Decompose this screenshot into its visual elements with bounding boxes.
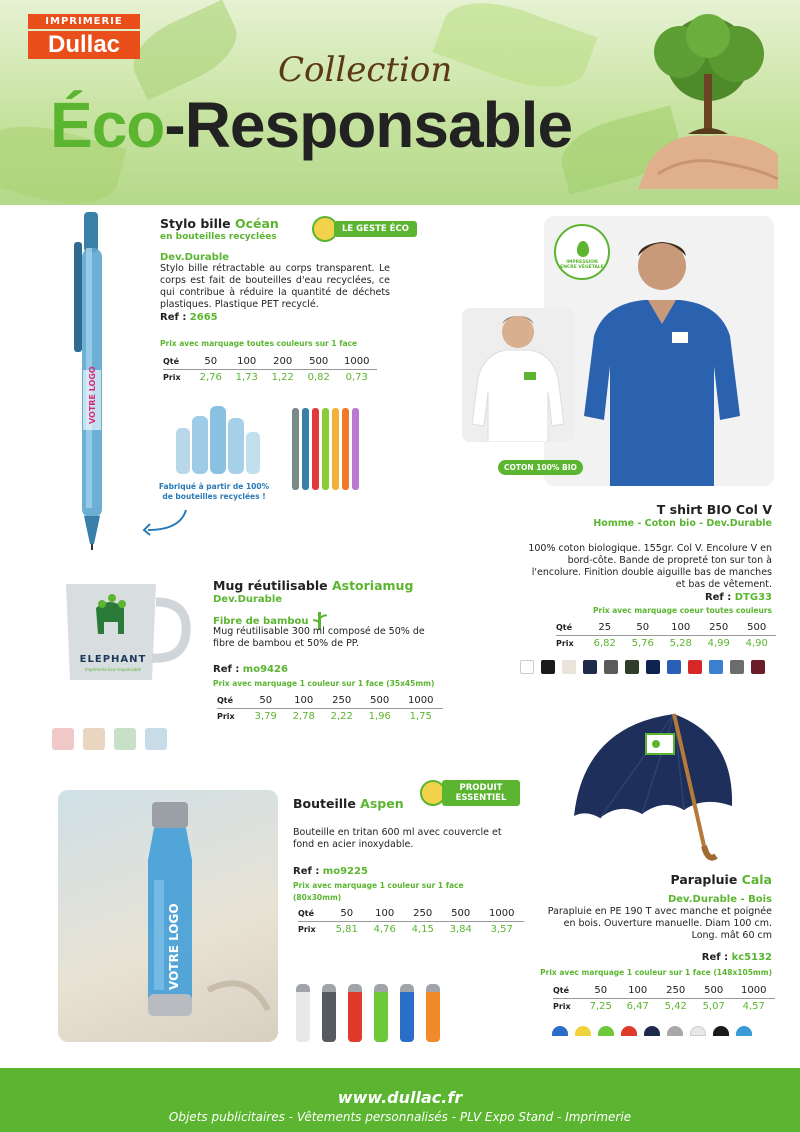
umbrella-qty: 250 xyxy=(657,983,695,999)
tshirt-qty: 50 xyxy=(624,620,662,636)
mug-qty: 500 xyxy=(361,693,399,709)
brand-line1: IMPRIMERIE xyxy=(28,14,140,29)
bottle-color-swatch[interactable] xyxy=(400,984,414,1042)
umbrella-qty: 1000 xyxy=(733,983,775,999)
umbrella-price: 5,07 xyxy=(702,1001,725,1012)
umbrella-qty: 100 xyxy=(619,983,657,999)
pen-ref xyxy=(160,312,218,323)
umbrella-color-swatch[interactable] xyxy=(621,1026,637,1036)
umbrella-price: 4,57 xyxy=(742,1001,765,1012)
umbrella-title xyxy=(671,872,772,887)
umbrella-price-note: Prix avec marquage 1 couleur sur 1 face (148x105mm) xyxy=(540,968,772,977)
mug-description: Mug réutilisable 300 ml composé de 50% de fibre de bambou et 50% de PP. xyxy=(213,626,425,649)
tshirt-color-swatch[interactable] xyxy=(562,660,576,674)
tshirt-qty: 25 xyxy=(586,620,624,636)
bottle-price: 4,76 xyxy=(373,924,396,935)
tshirt-price: 5,28 xyxy=(669,638,692,649)
bottle-title xyxy=(293,796,404,811)
bottle-price-note: Prix avec marquage 1 couleur sur 1 face (80x30mm) xyxy=(293,881,464,902)
bottle-price: 3,84 xyxy=(449,924,472,935)
tshirt-qty: 100 xyxy=(662,620,700,636)
tshirt-price: 4,99 xyxy=(707,638,730,649)
mug-price: 2,22 xyxy=(330,711,353,722)
pen-label: Dev.Durable xyxy=(160,252,230,263)
umbrella-price: 5,42 xyxy=(664,1001,687,1012)
footer-tagline: Objets publicitaires - Vêtements personnalisés - PLV Expo Stand - Imprimerie xyxy=(168,1110,632,1124)
tshirt-color-swatch[interactable] xyxy=(646,660,660,674)
tshirt-price: 4,90 xyxy=(745,638,768,649)
tshirt-price-table xyxy=(556,620,776,651)
pen-ref-value: 2665 xyxy=(189,312,218,323)
mug-print-sub: Imprimerie Eco-responsable xyxy=(84,667,142,672)
umbrella-label: Dev.Durable - Bois xyxy=(667,894,772,905)
pen-description: Stylo bille rétractable au corps transparent. Le corps est fait de bouteilles d'eau recyclées, ce qui contribue à réduire la quantité de déchets plastiques. Plastique PET recyclé. xyxy=(160,263,390,310)
pen-caption: Fabriqué à partir de 100% de bouteilles recyclées ! xyxy=(158,482,270,501)
bottle-ref xyxy=(293,866,368,877)
umbrella-color-swatch[interactable] xyxy=(713,1026,729,1036)
bottle-qty: 250 xyxy=(404,906,442,922)
mug-price: 1,75 xyxy=(409,711,432,722)
tshirt-price: 6,82 xyxy=(593,638,616,649)
pen-logo-text: VOTRE LOGO xyxy=(88,366,97,424)
tshirt-description: 100% coton biologique. 155gr. Col V. Encolure V en bord-côte. Bande de propreté ton sur ton à l'encolure. Finition double aiguille bas de manches et bas de vêtement. xyxy=(528,543,772,590)
umbrella-qty: 500 xyxy=(695,983,733,999)
umbrella-color-swatch[interactable] xyxy=(552,1026,568,1036)
bottle-qty: 50 xyxy=(328,906,366,922)
mug-title xyxy=(213,578,413,593)
tshirt-subtitle: Homme - Coton bio - Dev.Durable xyxy=(593,518,772,529)
bottle-color-swatch[interactable] xyxy=(322,984,336,1042)
umbrella-price: 6,47 xyxy=(626,1001,649,1012)
bottle-essential-badge xyxy=(420,780,520,806)
brand-logo[interactable] xyxy=(28,14,140,59)
umbrella-title-b: Cala xyxy=(741,872,772,887)
tshirt-color-swatch[interactable] xyxy=(520,660,534,674)
pen-qty: 100 xyxy=(229,354,265,370)
bottle-color-swatch[interactable] xyxy=(348,984,362,1042)
bottle-logo-text: VOTRE LOGO xyxy=(167,903,181,990)
mug-price: 3,79 xyxy=(254,711,277,722)
tree-hands-image xyxy=(628,14,788,189)
umbrella-ref-label: Ref : xyxy=(701,952,732,963)
tshirt-qty: 500 xyxy=(738,620,776,636)
pen-price: 0,73 xyxy=(345,372,368,383)
title-part1: Éco xyxy=(50,89,165,161)
vegetal-ink-stamp xyxy=(554,224,610,280)
pen-qty-label: Qté xyxy=(163,354,193,370)
organic-cotton-badge: COTON 100% BIO xyxy=(498,460,583,475)
mug-price: 2,78 xyxy=(292,711,315,722)
tshirt-color-swatches xyxy=(520,660,765,674)
tshirt-price-label: Prix xyxy=(556,639,574,648)
pen-qty: 50 xyxy=(193,354,229,370)
pen-title-b: Océan xyxy=(234,216,279,231)
bottle-qty: 100 xyxy=(366,906,404,922)
umbrella-color-swatch[interactable] xyxy=(690,1026,706,1036)
tshirt-color-swatch[interactable] xyxy=(751,660,765,674)
bottle-color-swatch[interactable] xyxy=(296,984,310,1042)
mug-ref-label: Ref : xyxy=(213,664,243,675)
bottle-price: 3,57 xyxy=(490,924,513,935)
mug-sub2: Fibre de bambou xyxy=(213,615,309,627)
tshirt-color-swatch[interactable] xyxy=(625,660,639,674)
pen-price: 1,22 xyxy=(271,372,294,383)
pen-eco-badge xyxy=(312,216,417,242)
umbrella-color-swatches xyxy=(552,1026,752,1036)
tshirt-color-swatch[interactable] xyxy=(604,660,618,674)
tshirt-ref-label: Ref : xyxy=(704,592,735,603)
umbrella-color-swatch[interactable] xyxy=(644,1026,660,1036)
bottle-qty-label: Qté xyxy=(298,906,328,922)
tshirt-qty-label: Qté xyxy=(556,620,586,636)
pen-ref-label: Ref : xyxy=(160,312,190,323)
pen-colors-image xyxy=(288,404,368,494)
collection-label: Collection xyxy=(278,50,453,90)
umbrella-price: 7,25 xyxy=(589,1001,612,1012)
mug-color-variants xyxy=(52,728,167,750)
mug-qty: 100 xyxy=(285,693,323,709)
mug-color-swatch[interactable] xyxy=(52,728,74,750)
mug-title-a: Mug réutilisable xyxy=(213,578,332,593)
bottle-price-label: Prix xyxy=(298,925,316,934)
tshirt-color-swatch[interactable] xyxy=(709,660,723,674)
bottle-description: Bouteille en tritan 600 ml avec couvercle et fond en acier inoxydable. xyxy=(293,827,502,850)
tshirt-color-swatch[interactable] xyxy=(541,660,555,674)
tshirt-ref-value: DTG33 xyxy=(734,592,772,603)
pen-qty: 1000 xyxy=(337,354,377,370)
bottle-color-variants xyxy=(296,984,440,1042)
pen-qty: 200 xyxy=(265,354,301,370)
mug-price-table xyxy=(217,693,443,724)
mug-image xyxy=(62,576,192,686)
bottle-price-table xyxy=(298,906,524,937)
pen-subtitle: en bouteilles recyclées xyxy=(160,232,277,242)
pen-price-note: Prix avec marquage toutes couleurs sur 1 face xyxy=(160,339,358,348)
umbrella-image xyxy=(564,706,744,866)
recycled-bottles-image xyxy=(168,398,268,476)
bottle-color-swatch[interactable] xyxy=(426,984,440,1042)
tshirt-white-photo xyxy=(462,308,574,442)
bottle-ref-label: Ref : xyxy=(293,866,323,877)
tshirt-color-swatch[interactable] xyxy=(688,660,702,674)
mug-qty-label: Qté xyxy=(217,693,247,709)
mug-color-swatch[interactable] xyxy=(145,728,167,750)
tshirt-color-swatch[interactable] xyxy=(583,660,597,674)
mug-title-b: Astoriamug xyxy=(331,578,414,593)
page-title xyxy=(50,88,572,162)
umbrella-ref xyxy=(702,952,772,963)
bottle-badge-label: PRODUIT ESSENTIEL xyxy=(442,780,520,806)
pen-badge-label: LE GESTE ÉCO xyxy=(334,221,417,237)
stamp-text: IMPRESSION ENCRE VÉGÉTALE xyxy=(560,260,604,270)
mug-price-label: Prix xyxy=(217,712,235,721)
pen-price: 0,82 xyxy=(307,372,330,383)
ink-drop-icon xyxy=(577,241,589,257)
umbrella-title-a: Parapluie xyxy=(670,872,742,887)
pen-image xyxy=(70,212,118,552)
bottle-ref-value: mo9225 xyxy=(322,866,368,877)
bottle-color-swatch[interactable] xyxy=(374,984,388,1042)
tshirt-title: T shirt BIO Col V xyxy=(656,502,772,517)
tshirt-color-swatch[interactable] xyxy=(667,660,681,674)
mug-color-swatch[interactable] xyxy=(83,728,105,750)
pen-price: 1,73 xyxy=(235,372,258,383)
bottle-qty: 500 xyxy=(442,906,480,922)
umbrella-color-swatch[interactable] xyxy=(736,1026,752,1036)
title-part2: -Responsable xyxy=(164,89,573,161)
brand-line2: Dullac xyxy=(28,31,140,59)
mug-price: 1,96 xyxy=(368,711,391,722)
umbrella-qty: 50 xyxy=(583,983,619,999)
arrow-icon xyxy=(140,508,190,536)
umbrella-price-table xyxy=(553,983,775,1014)
pen-title-a: Stylo bille xyxy=(160,216,235,231)
header-banner xyxy=(0,0,800,205)
bottle-photo xyxy=(58,790,278,1042)
tshirt-color-swatch[interactable] xyxy=(730,660,744,674)
umbrella-color-swatch[interactable] xyxy=(598,1026,614,1036)
mug-qty: 250 xyxy=(323,693,361,709)
mug-ref-value: mo9426 xyxy=(242,664,288,675)
pen-qty: 500 xyxy=(301,354,337,370)
bottle-title-a: Bouteille xyxy=(293,796,361,811)
mug-ref xyxy=(213,664,288,675)
umbrella-ref-value: kc5132 xyxy=(731,952,772,963)
mug-qty: 1000 xyxy=(399,693,443,709)
mug-label: Dev.Durable xyxy=(213,594,283,605)
tshirt-qty: 250 xyxy=(700,620,738,636)
bottle-price: 4,15 xyxy=(411,924,434,935)
tshirt-price-note: Prix avec marquage coeur toutes couleurs xyxy=(593,606,772,615)
bottle-title-b: Aspen xyxy=(360,796,404,811)
tshirt-ref xyxy=(705,592,772,603)
umbrella-description: Parapluie en PE 190 T avec manche et poignée en bois. Ouverture manuelle. Diam 100 cm. Long. mât 60 cm xyxy=(547,906,772,941)
pen-price-table xyxy=(163,354,377,385)
pen-price-label: Prix xyxy=(163,373,181,382)
bottle-price: 5,81 xyxy=(335,924,358,935)
mug-price-note: Prix avec marquage 1 couleur sur 1 face (35x45mm) xyxy=(213,679,435,688)
mug-qty: 50 xyxy=(247,693,285,709)
umbrella-price-label: Prix xyxy=(553,1002,571,1011)
pen-title xyxy=(160,216,279,231)
footer xyxy=(0,1068,800,1132)
mug-print-title: ELEPHANT xyxy=(79,654,147,665)
footer-url[interactable]: www.dullac.fr xyxy=(337,1088,463,1107)
mug-color-swatch[interactable] xyxy=(114,728,136,750)
umbrella-color-swatch[interactable] xyxy=(667,1026,683,1036)
umbrella-qty-label: Qté xyxy=(553,983,583,999)
pen-price: 2,76 xyxy=(199,372,222,383)
bottle-qty: 1000 xyxy=(480,906,524,922)
umbrella-color-swatch[interactable] xyxy=(575,1026,591,1036)
tshirt-price: 5,76 xyxy=(631,638,654,649)
